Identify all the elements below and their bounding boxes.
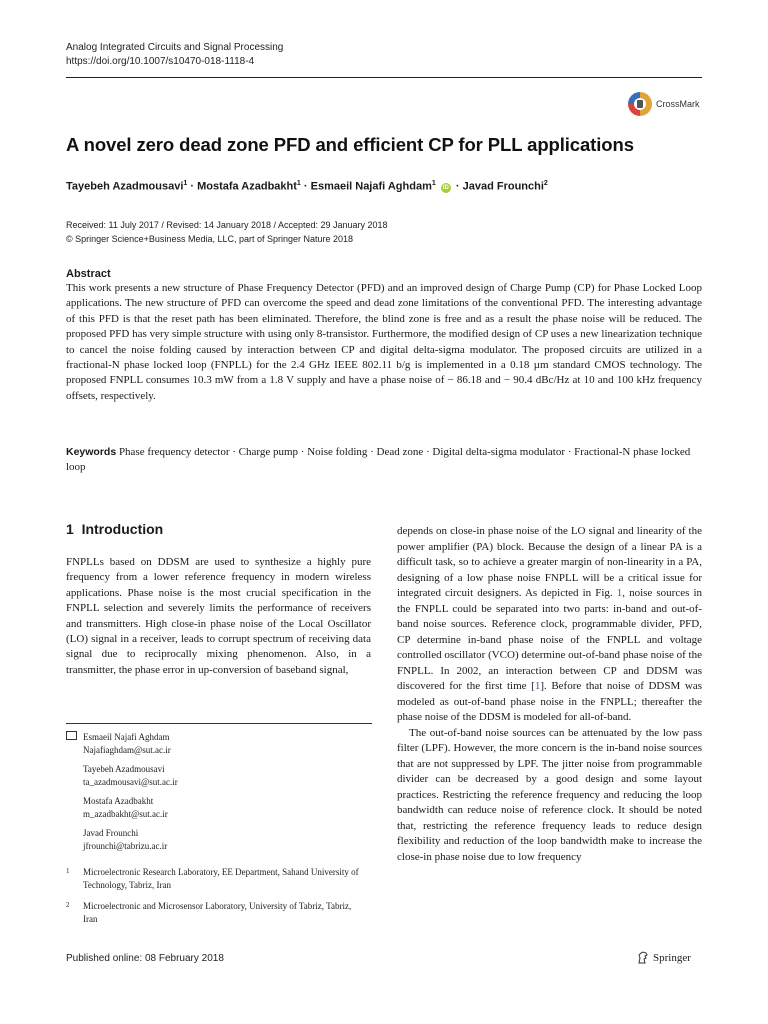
author-affil-mark: 1 [431,180,436,187]
contact-name: Javad Frounchi [83,828,139,838]
contact-email[interactable]: ta_azadmousavi@sut.ac.ir [83,776,178,787]
envelope-icon [66,731,77,740]
copyright-line: © Springer Science+Business Media, LLC, part of Springer Nature 2018 [66,234,354,244]
contact-email[interactable]: Najafiaghdam@sut.ac.ir [83,744,171,755]
publisher-logo[interactable] [637,951,691,964]
orcid-icon[interactable]: iD [442,184,449,191]
affiliation-item [66,866,366,891]
publisher-name: Springer [653,951,691,964]
keywords-text: Phase frequency detector · Charge pump · Noise folding · Dead zone · Digital delta-sigma modulator · Fractional-N phase locked loop [66,446,691,474]
affiliation-text: Microelectronic Research Laboratory, EE Department, Sahand University of Technology, Tabriz, Iran [83,867,359,890]
header-rule [66,77,702,78]
author-separator: · [455,180,463,193]
contact-name: Esmaeil Najafi Aghdam [83,732,170,742]
figure-link[interactable]: 1 [616,587,623,599]
section-number: 1 [66,521,74,537]
contact-name: Mostafa Azadbakht [83,796,154,806]
article-dates [66,218,388,246]
affiliation-number: 2 [66,901,70,909]
contact-entry [66,763,178,788]
crossmark-badge[interactable] [628,92,700,116]
footnote-rule [66,723,372,724]
contact-entry [66,795,178,820]
contact-entry [66,827,178,852]
section-title: Introduction [81,521,164,537]
author-name: Javad Frounchi [462,180,544,193]
paragraph-text: depends on close-in phase noise of the LO signal and linearity of the power amplifier (PA) block. Because the design of a linear PA is a difficult task, so to achieve a greater margin of non-linearity in a PA, designing of a low phase noise FNPLL will be a critical issue for integrated circuit designers. As depicted in Fig. [397,525,702,599]
contact-entry [66,731,178,756]
author-affil-mark: 1 [183,180,188,187]
history-dates: Received: 11 July 2017 / Revised: 14 January 2018 / Accepted: 29 January 2018 [66,220,388,230]
abstract-text: This work presents a new structure of Phase Frequency Detector (PFD) and an improved design of Charge Pump (CP) for Phase Locked Loop applications. The new structure of PFD can overcome the speed and dead zone limitations of the conventional PFD. The interesting advantage of this PFD is that the reset path has been eliminated. Therefore, the blind zone is free and as a result the phase noise will be reduced. The proposed PFD has very simple structure with using only 8-transistor. Furthermore, the modified design of CP uses a new linearization technique to cancel the noise folding caused by interaction between CP and digital delta-sigma modulator. The proposed circuits are utilized in a fractional-N phase locked loop (FNPLL) for the 2.4 GHz IEEE 802.11 b/g is implemented in a 0.18 µm standard CMOS technology. The proposed FNPLL consumes 10.3 mW from a 1.8 V supply and have a phase noise of − 86.18 and − 90.4 dBc/Hz at 10 and 100 kHz frequency offsets, respectively. [66,282,702,402]
intro-right-column [397,524,702,865]
section-heading [66,521,163,537]
paragraph-text: , noise sources in the FNPLL could be separated into two parts: in-band and out-of-band noise sources. Reference clock, programmable divider, PFD, CP determine in-band phase noise of the FNPLL and voltage controlled oscillator (VCO) determine out-of-band phase noise of the FNPLL. In 2002, an interaction between CP and DDSM was discovered for the first time [ [397,587,703,692]
contact-list [66,731,178,859]
springer-horse-icon [637,951,649,964]
abstract-heading: Abstract [66,268,111,280]
author-affil-mark: 1 [296,180,301,187]
author-affil-mark: 2 [543,180,548,187]
affiliation-number: 1 [66,867,70,875]
doi-link[interactable]: https://doi.org/10.1007/s10470-018-1118-4 [66,56,255,67]
intro-paragraph [397,524,702,726]
affiliation-item [66,900,366,925]
crossmark-icon [628,92,652,116]
journal-name: Analog Integrated Circuits and Signal Processing [66,42,284,53]
author-name: Mostafa Azadbakht [197,180,297,193]
keywords-label: Keywords [66,446,117,458]
paper-title: A novel zero dead zone PFD and efficient CP for PLL applications [66,134,634,155]
journal-header [66,41,283,69]
crossmark-label: CrossMark [656,99,700,109]
author-separator: · [303,180,311,193]
author-name: Tayebeh Azadmousavi [66,180,184,193]
paragraph-text: ]. Before that noise of DDSM was modeled as out-of-band phase noise in the FNPLL; thereafter the phase noise of the DDSM is modeled for all-of-band. [397,680,702,723]
citation-link[interactable]: 1 [534,680,541,692]
contact-email[interactable]: m_azadbakht@sut.ac.ir [83,808,168,819]
intro-left-paragraph: FNPLLs based on DDSM are used to synthesize a highly pure frequency from a lower reference frequency in modern wireless applications. Phase noise is the most crucial specification in the FNPLL selection and severely limits the performance of receivers and transmitters. High close-in phase noise of the Local Oscillator (LO) signal in a receiver, leads to corrupt spectrum of receiving data signal due to reciprocally mixing phenomenon. Also, in a transmitter, the phase error in up-conversion of baseband signal, [66,556,371,676]
affiliation-text: Microelectronic and Microsensor Laboratory, University of Tabriz, Tabriz, Iran [83,901,352,924]
contact-email[interactable]: jfrounchi@tabrizu.ac.ir [83,840,168,851]
published-date: Published online: 08 February 2018 [66,953,224,964]
author-list [66,177,548,194]
contact-name: Tayebeh Azadmousavi [83,764,165,774]
author-separator: · [190,180,198,193]
intro-paragraph: The out-of-band noise sources can be attenuated by the low pass filter (LPF). However, the more concern is the in-band noise sources that are not suppressed by LPF. The jitter noise from programmable divider can be decreased by a good design and some layout practices. Restricting the reference frequency and reducing the loop bandwidth can reduce noise of reference clock. It should be noted that, restricting the reference frequency leads to reduce design flexibility and reduction of the loop bandwidth make to increase the close-in phase noise due to low frequency [397,726,702,863]
keywords-block [66,445,702,476]
author-name: Esmaeil Najafi Aghdam [310,180,432,193]
